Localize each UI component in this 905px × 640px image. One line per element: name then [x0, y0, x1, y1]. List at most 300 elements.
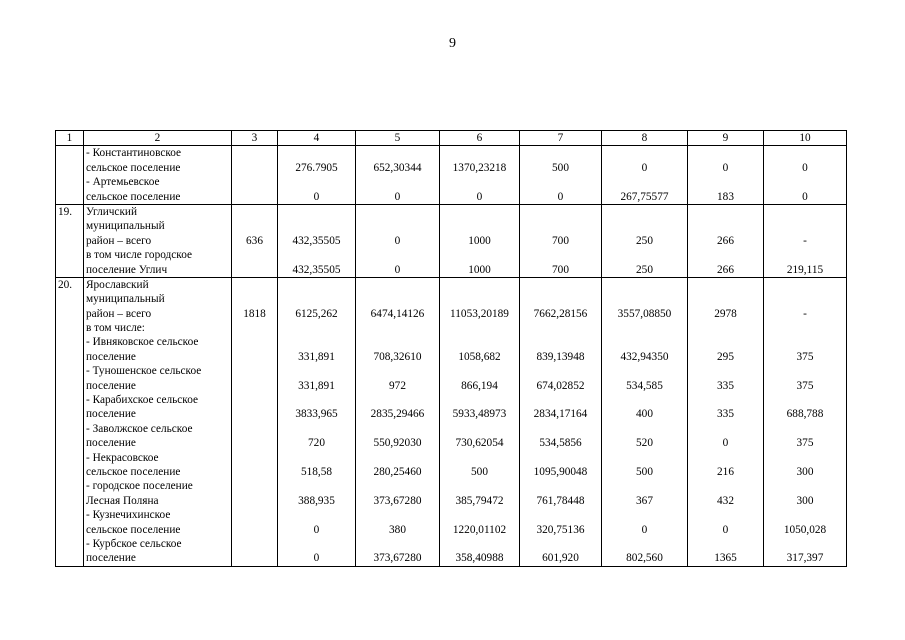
value-cell-col8: [602, 277, 688, 566]
value-line: 380: [389, 523, 406, 536]
value-line: 0: [641, 523, 648, 536]
name-line: сельское поселение: [86, 161, 181, 174]
name-line: район – всего: [86, 234, 152, 247]
value-line: [358, 292, 437, 306]
value-line: 636: [246, 234, 263, 247]
value-line: [766, 393, 844, 407]
value-line: 331,891: [298, 350, 335, 363]
value-line: [766, 508, 844, 522]
value-line: [442, 537, 517, 551]
name-line: поселение: [86, 379, 136, 392]
value-line: [234, 219, 275, 233]
value-line: [766, 278, 844, 292]
name-line: муниципальный: [86, 220, 165, 233]
value-line: [766, 248, 844, 262]
value-line: [604, 451, 685, 465]
value-line: [234, 175, 275, 189]
value-line: [280, 508, 353, 522]
value-cell-col4: [278, 204, 356, 277]
value-line: [280, 175, 353, 189]
value-line: [766, 335, 844, 349]
value-line: [766, 205, 844, 219]
value-line: [358, 479, 437, 493]
value-line: 432: [717, 494, 734, 507]
value-line: [358, 175, 437, 189]
value-line: 1050,028: [783, 523, 827, 536]
value-line: [442, 146, 517, 160]
value-line: [442, 451, 517, 465]
value-line: [604, 205, 685, 219]
value-line: 802,560: [626, 552, 663, 565]
value-line: 375: [796, 437, 814, 450]
value-line: 761,78448: [536, 494, 585, 507]
name-line: Угличский: [86, 205, 138, 218]
value-line: [234, 451, 275, 465]
value-line: 331,891: [298, 379, 335, 392]
name-line: в том числе:: [86, 322, 145, 335]
value-line: [234, 523, 275, 537]
value-line: [522, 335, 599, 349]
value-line: [690, 479, 761, 493]
row-number: [56, 146, 84, 205]
value-line: 358,40988: [455, 552, 504, 565]
column-header: 5: [356, 131, 440, 146]
value-line: 385,79472: [455, 494, 504, 507]
value-cell-col5: [356, 277, 440, 566]
value-cell-col3: [232, 277, 278, 566]
value-line: [766, 292, 844, 306]
value-line: [690, 422, 761, 436]
value-line: 267,75577: [620, 190, 669, 203]
value-cell-col7: [520, 277, 602, 566]
value-line: [234, 393, 275, 407]
name-line: поселение: [86, 552, 136, 565]
value-line: 1220,01102: [452, 523, 507, 536]
value-line: [280, 292, 353, 306]
value-line: 300: [796, 466, 814, 478]
value-line: [234, 379, 275, 393]
name-line: - Артемьевское: [86, 176, 160, 189]
name-line: сельское поселение: [86, 190, 181, 203]
value-line: [280, 278, 353, 292]
value-line: 0: [476, 190, 483, 203]
value-line: [690, 292, 761, 306]
value-line: [604, 175, 685, 189]
value-line: 0: [313, 190, 320, 203]
name-line: в том числе городское: [86, 249, 193, 262]
value-line: 388,935: [298, 494, 335, 507]
value-line: [234, 436, 275, 450]
value-line: [234, 263, 275, 277]
value-line: [604, 335, 685, 349]
value-line: 375: [796, 379, 814, 392]
table-row: [56, 146, 847, 205]
table-header-row: [56, 131, 847, 146]
value-line: 3557,08850: [617, 307, 672, 320]
column-header: 4: [278, 131, 356, 146]
value-line: [358, 219, 437, 233]
name-line: район – всего: [86, 307, 152, 320]
name-line: - Заволжское сельское: [86, 422, 193, 435]
value-line: [280, 146, 353, 160]
value-line: [234, 335, 275, 349]
value-line: 1000: [468, 263, 491, 276]
column-header: 8: [602, 131, 688, 146]
value-line: [522, 219, 599, 233]
value-line: [604, 278, 685, 292]
value-cell-col5: [356, 204, 440, 277]
value-line: 708,32610: [373, 350, 422, 363]
value-line: 375: [796, 350, 814, 363]
value-cell-col5: [356, 146, 440, 205]
value-line: [522, 146, 599, 160]
value-line: 335: [717, 379, 734, 392]
value-cell-col10: [764, 204, 847, 277]
value-line: 11053,20189: [450, 307, 509, 320]
value-line: [522, 278, 599, 292]
value-line: [234, 190, 275, 204]
value-line: [442, 175, 517, 189]
value-line: 700: [552, 234, 569, 247]
value-line: 6474,14126: [370, 307, 425, 320]
value-line: [280, 422, 353, 436]
name-line: поселение Углич: [86, 263, 168, 276]
value-line: 219,115: [786, 263, 824, 276]
value-line: [766, 537, 844, 551]
column-header: 1: [56, 131, 84, 146]
value-line: [280, 248, 353, 262]
name-line: поселение: [86, 408, 136, 421]
value-line: 335: [717, 408, 734, 421]
value-line: 500: [552, 161, 569, 174]
value-line: 1370,23218: [452, 161, 507, 174]
value-line: [442, 292, 517, 306]
name-line: - Константиновское: [86, 147, 182, 160]
value-line: [766, 422, 844, 436]
value-line: [358, 278, 437, 292]
value-line: 1365: [714, 552, 737, 565]
value-line: [234, 205, 275, 219]
table-row: [56, 277, 847, 566]
value-line: [766, 364, 844, 378]
value-line: 373,67280: [373, 552, 422, 565]
value-line: 601,920: [542, 552, 579, 565]
value-line: 550,92030: [373, 437, 422, 450]
value-line: 0: [802, 190, 808, 203]
value-line: [522, 248, 599, 262]
value-line: [442, 219, 517, 233]
name-line: поселение: [86, 437, 136, 450]
value-line: [280, 219, 353, 233]
value-line: 0: [641, 161, 648, 174]
value-line: [442, 321, 517, 335]
value-line: 0: [802, 161, 808, 174]
value-line: [358, 248, 437, 262]
value-line: 866,194: [461, 379, 498, 392]
value-line: [766, 451, 844, 465]
value-line: 652,30344: [373, 161, 422, 174]
value-line: [766, 146, 844, 160]
value-line: [522, 321, 599, 335]
value-line: [442, 479, 517, 493]
value-line: 0: [722, 161, 729, 174]
value-line: 1095,90048: [533, 466, 588, 478]
name-line: - городское поселение: [86, 480, 193, 493]
district-name: [84, 204, 232, 277]
value-line: 0: [722, 437, 729, 450]
value-line: [234, 494, 275, 508]
value-line: 320,75136: [536, 523, 585, 536]
value-line: 300: [796, 494, 814, 507]
value-line: 7662,28156: [533, 307, 588, 320]
value-line: [280, 393, 353, 407]
value-line: [766, 479, 844, 493]
value-line: [604, 364, 685, 378]
value-line: [234, 551, 275, 565]
value-line: [280, 205, 353, 219]
name-line: сельское поселение: [86, 466, 181, 478]
value-line: 432,94350: [620, 350, 669, 363]
value-line: 373,67280: [373, 494, 422, 507]
value-line: [522, 292, 599, 306]
value-line: [442, 248, 517, 262]
data-table: [55, 130, 847, 567]
value-cell-col3: [232, 146, 278, 205]
value-line: [604, 508, 685, 522]
value-line: [280, 537, 353, 551]
name-line: - Некрасовское: [86, 451, 159, 464]
value-line: 250: [636, 234, 653, 247]
value-line: [522, 508, 599, 522]
name-line: Лесная Поляна: [86, 494, 159, 507]
value-line: [604, 321, 685, 335]
value-line: 534,585: [626, 379, 663, 392]
value-line: 534,5856: [539, 437, 582, 450]
value-cell-col8: [602, 204, 688, 277]
value-line: 1058,682: [458, 350, 501, 363]
value-line: [690, 146, 761, 160]
district-name: [84, 146, 232, 205]
name-line: - Кузнечихинское: [86, 509, 171, 522]
column-header: 6: [440, 131, 520, 146]
value-line: 266: [717, 263, 734, 276]
value-cell-col10: [764, 277, 847, 566]
column-header: 7: [520, 131, 602, 146]
value-line: 183: [717, 190, 734, 203]
value-cell-col3: [232, 204, 278, 277]
value-line: 0: [313, 523, 320, 536]
value-line: 972: [389, 379, 406, 392]
value-line: 266: [717, 234, 734, 247]
value-line: [280, 451, 353, 465]
value-line: [234, 161, 275, 175]
value-line: 688,788: [786, 408, 824, 421]
value-line: 0: [394, 263, 401, 276]
value-cell-col9: [688, 146, 764, 205]
value-line: 0: [722, 523, 729, 536]
value-line: [690, 205, 761, 219]
value-line: 1000: [468, 234, 491, 247]
value-line: [766, 219, 844, 233]
value-line: [280, 364, 353, 378]
value-line: 674,02852: [536, 379, 585, 392]
row-number: 19.: [56, 204, 84, 277]
value-line: [442, 278, 517, 292]
column-header: 10: [764, 131, 847, 146]
value-line: 280,25460: [373, 466, 422, 478]
value-line: [280, 479, 353, 493]
value-line: [522, 451, 599, 465]
value-line: 500: [636, 466, 653, 478]
district-name: [84, 277, 232, 566]
value-line: [522, 537, 599, 551]
value-line: [358, 393, 437, 407]
name-line: - Карабихское сельское: [86, 394, 199, 407]
name-line: муниципальный: [86, 293, 165, 306]
value-line: [280, 321, 353, 335]
value-cell-col8: [602, 146, 688, 205]
value-line: [690, 451, 761, 465]
value-line: 520: [636, 437, 653, 450]
value-line: [604, 248, 685, 262]
value-line: 367: [636, 494, 653, 507]
value-line: 518,58: [300, 466, 333, 478]
value-line: 3833,965: [295, 408, 338, 421]
value-line: [358, 451, 437, 465]
value-line: 276.7905: [295, 161, 338, 174]
value-line: [358, 335, 437, 349]
value-cell-col4: [278, 146, 356, 205]
value-line: [766, 175, 844, 189]
value-cell-col10: [764, 146, 847, 205]
value-line: [690, 219, 761, 233]
value-line: 317,397: [786, 552, 824, 565]
value-line: [358, 364, 437, 378]
value-cell-col4: [278, 277, 356, 566]
value-line: 0: [557, 190, 564, 203]
value-line: 5933,48973: [452, 408, 507, 421]
row-number: 20.: [56, 277, 84, 566]
value-line: [234, 537, 275, 551]
value-line: [280, 335, 353, 349]
name-line: сельское поселение: [86, 523, 181, 536]
value-line: 730,62054: [455, 437, 504, 450]
value-line: [690, 364, 761, 378]
name-line: - Туношенское сельское: [86, 365, 202, 378]
value-line: [442, 508, 517, 522]
value-line: [522, 175, 599, 189]
value-line: [442, 205, 517, 219]
value-line: 216: [717, 466, 734, 478]
value-line: [234, 422, 275, 436]
name-line: - Курбское сельское: [86, 537, 182, 550]
value-line: [442, 364, 517, 378]
value-line: [358, 321, 437, 335]
value-cell-col6: [440, 204, 520, 277]
value-line: [522, 393, 599, 407]
column-header: 3: [232, 131, 278, 146]
page-number: 9: [449, 36, 456, 51]
value-line: [234, 278, 275, 292]
value-line: [358, 422, 437, 436]
value-line: [604, 479, 685, 493]
value-line: [690, 393, 761, 407]
value-cell-col6: [440, 277, 520, 566]
value-line: [766, 321, 844, 335]
value-line: [522, 205, 599, 219]
value-line: 500: [471, 466, 488, 478]
value-line: [690, 278, 761, 292]
name-line: Ярославский: [86, 278, 149, 291]
value-line: 1818: [243, 307, 266, 320]
value-line: 432,35505: [292, 234, 341, 247]
value-line: [358, 146, 437, 160]
value-line: [604, 422, 685, 436]
name-line: поселение: [86, 350, 136, 363]
value-line: [442, 393, 517, 407]
value-line: [604, 292, 685, 306]
value-line: [234, 364, 275, 378]
name-line: - Ивняковское сельское: [86, 336, 199, 349]
value-cell-col6: [440, 146, 520, 205]
value-line: [442, 335, 517, 349]
value-line: 839,13948: [536, 350, 585, 363]
value-line: [522, 479, 599, 493]
value-line: [358, 537, 437, 551]
value-line: 2978: [714, 307, 737, 320]
value-line: 432,35505: [292, 263, 341, 276]
value-line: [234, 248, 275, 262]
value-line: [358, 205, 437, 219]
value-line: -: [803, 307, 807, 320]
value-line: [234, 350, 275, 364]
column-header: 9: [688, 131, 764, 146]
value-line: 0: [394, 190, 401, 203]
value-line: [234, 146, 275, 160]
value-line: [234, 508, 275, 522]
value-line: [690, 248, 761, 262]
value-line: -: [803, 234, 807, 247]
value-line: 295: [717, 350, 734, 363]
value-line: [522, 364, 599, 378]
value-line: [690, 335, 761, 349]
value-line: [234, 479, 275, 493]
table-row: [56, 204, 847, 277]
value-line: 0: [313, 552, 320, 565]
value-line: 400: [636, 408, 653, 421]
value-line: [690, 508, 761, 522]
value-line: [604, 537, 685, 551]
value-line: [234, 407, 275, 421]
value-line: [604, 219, 685, 233]
value-line: [690, 175, 761, 189]
column-header: 2: [84, 131, 232, 146]
value-line: [604, 146, 685, 160]
value-cell-col9: [688, 204, 764, 277]
value-cell-col7: [520, 146, 602, 205]
value-line: 2835,29466: [370, 408, 425, 421]
value-line: 720: [308, 437, 325, 450]
value-line: 250: [636, 263, 653, 276]
value-line: [234, 292, 275, 306]
value-line: [442, 422, 517, 436]
value-cell-col9: [688, 277, 764, 566]
value-line: 2834,17164: [533, 408, 588, 421]
value-line: 6125,262: [295, 307, 338, 320]
value-cell-col7: [520, 204, 602, 277]
value-line: [234, 321, 275, 335]
value-line: [690, 537, 761, 551]
